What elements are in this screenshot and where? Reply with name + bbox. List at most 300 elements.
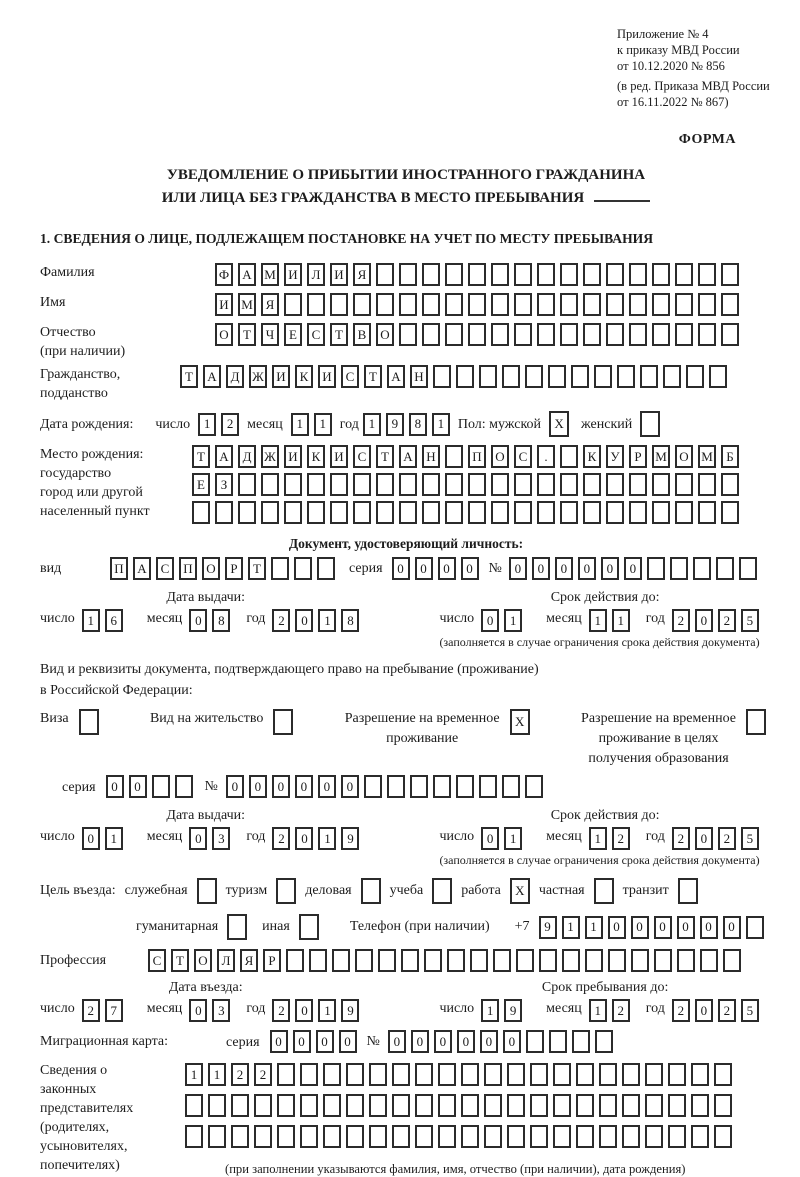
char-cell[interactable]: М	[238, 293, 256, 316]
char-cell[interactable]	[698, 473, 716, 496]
char-cell[interactable]	[185, 1094, 203, 1117]
char-cell[interactable]	[668, 1094, 686, 1117]
char-cell[interactable]: 6	[105, 609, 123, 632]
char-cell[interactable]	[645, 1063, 663, 1086]
char-cell[interactable]	[422, 501, 440, 524]
char-cell[interactable]: 1	[198, 413, 216, 436]
char-cell[interactable]: О	[376, 323, 394, 346]
char-cell[interactable]	[378, 949, 396, 972]
char-cell[interactable]	[502, 775, 520, 798]
char-cell[interactable]	[422, 263, 440, 286]
char-cell[interactable]: 2	[231, 1063, 249, 1086]
char-cell[interactable]: 1	[504, 827, 522, 850]
char-cell[interactable]	[300, 1063, 318, 1086]
char-cell[interactable]	[461, 1125, 479, 1148]
char-cell[interactable]	[330, 501, 348, 524]
char-cell[interactable]	[640, 365, 658, 388]
char-cell[interactable]: 1	[318, 827, 336, 850]
char-cell[interactable]	[208, 1125, 226, 1148]
char-cell[interactable]	[606, 473, 624, 496]
char-cell[interactable]: 0	[481, 609, 499, 632]
char-cell[interactable]	[415, 1094, 433, 1117]
char-cell[interactable]	[631, 949, 649, 972]
char-cell[interactable]: Д	[226, 365, 244, 388]
char-cell[interactable]	[560, 263, 578, 286]
char-cell[interactable]: С	[307, 323, 325, 346]
char-cell[interactable]	[332, 949, 350, 972]
char-cell[interactable]	[721, 473, 739, 496]
char-cell[interactable]	[445, 323, 463, 346]
char-cell[interactable]: 1	[562, 916, 580, 939]
char-cell[interactable]	[514, 293, 532, 316]
char-cell[interactable]: О	[194, 949, 212, 972]
char-cell[interactable]	[470, 949, 488, 972]
char-cell[interactable]: И	[284, 445, 302, 468]
char-cell[interactable]: 3	[212, 827, 230, 850]
char-cell[interactable]: Т	[180, 365, 198, 388]
char-cell[interactable]: П	[468, 445, 486, 468]
char-cell[interactable]: И	[272, 365, 290, 388]
char-cell[interactable]	[376, 263, 394, 286]
char-cell[interactable]: 0	[438, 557, 456, 580]
char-cell[interactable]	[507, 1125, 525, 1148]
char-cell[interactable]	[491, 501, 509, 524]
char-cell[interactable]	[376, 501, 394, 524]
char-cell[interactable]	[484, 1063, 502, 1086]
char-cell[interactable]: А	[215, 445, 233, 468]
char-cell[interactable]	[599, 1063, 617, 1086]
char-cell[interactable]	[721, 293, 739, 316]
char-cell[interactable]	[507, 1063, 525, 1086]
char-cell[interactable]	[746, 709, 766, 735]
char-cell[interactable]: 0	[695, 827, 713, 850]
char-cell[interactable]: 2	[718, 999, 736, 1022]
char-cell[interactable]: 0	[392, 557, 410, 580]
char-cell[interactable]: А	[238, 263, 256, 286]
char-cell[interactable]	[629, 323, 647, 346]
char-cell[interactable]	[553, 1094, 571, 1117]
char-cell[interactable]	[530, 1063, 548, 1086]
char-cell[interactable]	[445, 445, 463, 468]
char-cell[interactable]: Ж	[249, 365, 267, 388]
char-cell[interactable]	[438, 1094, 456, 1117]
char-cell[interactable]	[456, 365, 474, 388]
char-cell[interactable]	[192, 501, 210, 524]
char-cell[interactable]: 0	[189, 827, 207, 850]
char-cell[interactable]	[433, 775, 451, 798]
char-cell[interactable]	[668, 1063, 686, 1086]
char-cell[interactable]	[493, 949, 511, 972]
char-cell[interactable]	[461, 1094, 479, 1117]
char-cell[interactable]	[387, 775, 405, 798]
char-cell[interactable]: О	[491, 445, 509, 468]
char-cell[interactable]: У	[606, 445, 624, 468]
char-cell[interactable]	[675, 501, 693, 524]
char-cell[interactable]: 0	[677, 916, 695, 939]
char-cell[interactable]: 0	[189, 999, 207, 1022]
char-cell[interactable]: 9	[341, 999, 359, 1022]
char-cell[interactable]: Р	[629, 445, 647, 468]
char-cell[interactable]	[254, 1125, 272, 1148]
char-cell[interactable]: 2	[672, 827, 690, 850]
char-cell[interactable]	[276, 878, 296, 904]
char-cell[interactable]: П	[179, 557, 197, 580]
char-cell[interactable]: X	[510, 878, 530, 904]
char-cell[interactable]: 0	[654, 916, 672, 939]
char-cell[interactable]	[652, 323, 670, 346]
char-cell[interactable]	[537, 263, 555, 286]
char-cell[interactable]	[583, 293, 601, 316]
char-cell[interactable]: Р	[225, 557, 243, 580]
char-cell[interactable]: Б	[721, 445, 739, 468]
char-cell[interactable]	[525, 365, 543, 388]
char-cell[interactable]	[238, 473, 256, 496]
char-cell[interactable]: 9	[386, 413, 404, 436]
char-cell[interactable]: 0	[578, 557, 596, 580]
char-cell[interactable]: 0	[189, 609, 207, 632]
char-cell[interactable]	[361, 878, 381, 904]
char-cell[interactable]	[294, 557, 312, 580]
char-cell[interactable]	[422, 323, 440, 346]
char-cell[interactable]	[175, 775, 193, 798]
char-cell[interactable]	[355, 949, 373, 972]
char-cell[interactable]	[560, 323, 578, 346]
char-cell[interactable]: 0	[249, 775, 267, 798]
char-cell[interactable]	[323, 1063, 341, 1086]
char-cell[interactable]	[271, 557, 289, 580]
char-cell[interactable]	[652, 501, 670, 524]
char-cell[interactable]	[401, 949, 419, 972]
char-cell[interactable]: 7	[105, 999, 123, 1022]
char-cell[interactable]: К	[307, 445, 325, 468]
char-cell[interactable]: 1	[432, 413, 450, 436]
char-cell[interactable]: Л	[307, 263, 325, 286]
char-cell[interactable]: 1	[589, 827, 607, 850]
char-cell[interactable]	[307, 293, 325, 316]
char-cell[interactable]	[514, 323, 532, 346]
char-cell[interactable]: 0	[106, 775, 124, 798]
char-cell[interactable]: 0	[415, 557, 433, 580]
char-cell[interactable]: Д	[238, 445, 256, 468]
char-cell[interactable]	[560, 293, 578, 316]
char-cell[interactable]	[369, 1063, 387, 1086]
char-cell[interactable]	[608, 949, 626, 972]
char-cell[interactable]	[300, 1094, 318, 1117]
char-cell[interactable]	[261, 501, 279, 524]
char-cell[interactable]	[399, 323, 417, 346]
char-cell[interactable]	[530, 1094, 548, 1117]
char-cell[interactable]: 0	[272, 775, 290, 798]
char-cell[interactable]	[675, 293, 693, 316]
char-cell[interactable]	[537, 323, 555, 346]
char-cell[interactable]	[353, 293, 371, 316]
char-cell[interactable]: 0	[316, 1030, 334, 1053]
char-cell[interactable]: А	[387, 365, 405, 388]
char-cell[interactable]: 8	[341, 609, 359, 632]
char-cell[interactable]: Ж	[261, 445, 279, 468]
char-cell[interactable]	[346, 1063, 364, 1086]
char-cell[interactable]: 2	[672, 999, 690, 1022]
char-cell[interactable]	[484, 1094, 502, 1117]
char-cell[interactable]	[438, 1125, 456, 1148]
char-cell[interactable]: И	[318, 365, 336, 388]
char-cell[interactable]	[548, 365, 566, 388]
char-cell[interactable]	[277, 1094, 295, 1117]
char-cell[interactable]	[560, 445, 578, 468]
char-cell[interactable]: В	[353, 323, 371, 346]
char-cell[interactable]: 0	[339, 1030, 357, 1053]
char-cell[interactable]	[714, 1125, 732, 1148]
char-cell[interactable]: 1	[481, 999, 499, 1022]
char-cell[interactable]: 1	[589, 609, 607, 632]
char-cell[interactable]: И	[330, 445, 348, 468]
char-cell[interactable]	[716, 557, 734, 580]
char-cell[interactable]	[629, 501, 647, 524]
char-cell[interactable]	[415, 1063, 433, 1086]
char-cell[interactable]	[376, 473, 394, 496]
char-cell[interactable]	[746, 916, 764, 939]
char-cell[interactable]	[507, 1094, 525, 1117]
char-cell[interactable]	[227, 914, 247, 940]
char-cell[interactable]	[721, 323, 739, 346]
char-cell[interactable]	[675, 323, 693, 346]
char-cell[interactable]	[560, 473, 578, 496]
char-cell[interactable]: Н	[422, 445, 440, 468]
char-cell[interactable]: 2	[272, 827, 290, 850]
char-cell[interactable]	[675, 473, 693, 496]
char-cell[interactable]	[691, 1063, 709, 1086]
char-cell[interactable]	[652, 473, 670, 496]
char-cell[interactable]: 0	[341, 775, 359, 798]
char-cell[interactable]: 9	[341, 827, 359, 850]
char-cell[interactable]: Р	[263, 949, 281, 972]
char-cell[interactable]	[583, 501, 601, 524]
char-cell[interactable]	[693, 557, 711, 580]
char-cell[interactable]	[491, 293, 509, 316]
char-cell[interactable]	[433, 365, 451, 388]
char-cell[interactable]: К	[583, 445, 601, 468]
char-cell[interactable]	[585, 949, 603, 972]
char-cell[interactable]	[553, 1125, 571, 1148]
char-cell[interactable]	[622, 1125, 640, 1148]
char-cell[interactable]	[516, 949, 534, 972]
char-cell[interactable]	[231, 1125, 249, 1148]
char-cell[interactable]	[330, 293, 348, 316]
char-cell[interactable]: И	[284, 263, 302, 286]
char-cell[interactable]	[606, 323, 624, 346]
char-cell[interactable]: Ч	[261, 323, 279, 346]
char-cell[interactable]	[479, 365, 497, 388]
char-cell[interactable]	[654, 949, 672, 972]
char-cell[interactable]	[273, 709, 293, 735]
char-cell[interactable]	[284, 473, 302, 496]
char-cell[interactable]	[686, 365, 704, 388]
char-cell[interactable]	[583, 263, 601, 286]
char-cell[interactable]: С	[148, 949, 166, 972]
char-cell[interactable]: 0	[129, 775, 147, 798]
char-cell[interactable]: 1	[291, 413, 309, 436]
char-cell[interactable]: .	[537, 445, 555, 468]
char-cell[interactable]: 0	[480, 1030, 498, 1053]
char-cell[interactable]: Л	[217, 949, 235, 972]
char-cell[interactable]: Е	[284, 323, 302, 346]
char-cell[interactable]: 0	[411, 1030, 429, 1053]
char-cell[interactable]	[670, 557, 688, 580]
char-cell[interactable]	[392, 1094, 410, 1117]
char-cell[interactable]	[422, 293, 440, 316]
char-cell[interactable]	[514, 473, 532, 496]
char-cell[interactable]: 0	[532, 557, 550, 580]
char-cell[interactable]	[468, 501, 486, 524]
char-cell[interactable]	[238, 501, 256, 524]
char-cell[interactable]	[571, 365, 589, 388]
char-cell[interactable]	[595, 1030, 613, 1053]
char-cell[interactable]: К	[295, 365, 313, 388]
char-cell[interactable]: 2	[82, 999, 100, 1022]
char-cell[interactable]	[698, 323, 716, 346]
char-cell[interactable]	[629, 263, 647, 286]
char-cell[interactable]: 0	[608, 916, 626, 939]
char-cell[interactable]: 0	[295, 827, 313, 850]
char-cell[interactable]: М	[261, 263, 279, 286]
char-cell[interactable]	[583, 473, 601, 496]
char-cell[interactable]: 0	[226, 775, 244, 798]
char-cell[interactable]: О	[202, 557, 220, 580]
char-cell[interactable]: 1	[314, 413, 332, 436]
char-cell[interactable]	[346, 1094, 364, 1117]
char-cell[interactable]: 0	[270, 1030, 288, 1053]
char-cell[interactable]	[576, 1063, 594, 1086]
char-cell[interactable]: Т	[364, 365, 382, 388]
char-cell[interactable]: Т	[330, 323, 348, 346]
char-cell[interactable]: Т	[171, 949, 189, 972]
char-cell[interactable]	[583, 323, 601, 346]
char-cell[interactable]	[79, 709, 99, 735]
char-cell[interactable]: 8	[212, 609, 230, 632]
char-cell[interactable]	[277, 1063, 295, 1086]
char-cell[interactable]: 0	[82, 827, 100, 850]
char-cell[interactable]	[594, 878, 614, 904]
char-cell[interactable]: М	[652, 445, 670, 468]
char-cell[interactable]	[629, 473, 647, 496]
char-cell[interactable]: Т	[238, 323, 256, 346]
char-cell[interactable]: О	[215, 323, 233, 346]
char-cell[interactable]	[479, 775, 497, 798]
char-cell[interactable]	[709, 365, 727, 388]
char-cell[interactable]	[392, 1125, 410, 1148]
char-cell[interactable]	[622, 1063, 640, 1086]
char-cell[interactable]	[698, 501, 716, 524]
char-cell[interactable]: Ф	[215, 263, 233, 286]
char-cell[interactable]: 0	[295, 999, 313, 1022]
char-cell[interactable]: 1	[504, 609, 522, 632]
char-cell[interactable]: 1	[363, 413, 381, 436]
char-cell[interactable]	[514, 501, 532, 524]
char-cell[interactable]	[286, 949, 304, 972]
char-cell[interactable]	[445, 501, 463, 524]
char-cell[interactable]	[576, 1125, 594, 1148]
char-cell[interactable]: 0	[457, 1030, 475, 1053]
char-cell[interactable]	[185, 1125, 203, 1148]
char-cell[interactable]: Т	[376, 445, 394, 468]
char-cell[interactable]: 2	[718, 609, 736, 632]
char-cell[interactable]	[560, 501, 578, 524]
char-cell[interactable]	[432, 878, 452, 904]
char-cell[interactable]	[700, 949, 718, 972]
char-cell[interactable]	[562, 949, 580, 972]
char-cell[interactable]: 5	[741, 999, 759, 1022]
char-cell[interactable]: 1	[318, 609, 336, 632]
char-cell[interactable]	[254, 1094, 272, 1117]
char-cell[interactable]	[330, 473, 348, 496]
char-cell[interactable]	[652, 293, 670, 316]
char-cell[interactable]: С	[341, 365, 359, 388]
char-cell[interactable]	[468, 293, 486, 316]
char-cell[interactable]	[323, 1094, 341, 1117]
char-cell[interactable]: 1	[585, 916, 603, 939]
char-cell[interactable]: 1	[185, 1063, 203, 1086]
char-cell[interactable]: 1	[589, 999, 607, 1022]
char-cell[interactable]	[698, 293, 716, 316]
char-cell[interactable]	[491, 323, 509, 346]
char-cell[interactable]	[525, 775, 543, 798]
char-cell[interactable]: 1	[208, 1063, 226, 1086]
char-cell[interactable]: Я	[261, 293, 279, 316]
char-cell[interactable]	[300, 1125, 318, 1148]
char-cell[interactable]	[698, 263, 716, 286]
char-cell[interactable]: 1	[318, 999, 336, 1022]
char-cell[interactable]	[277, 1125, 295, 1148]
char-cell[interactable]: М	[698, 445, 716, 468]
char-cell[interactable]: 0	[601, 557, 619, 580]
char-cell[interactable]: 2	[718, 827, 736, 850]
char-cell[interactable]: З	[215, 473, 233, 496]
char-cell[interactable]	[691, 1094, 709, 1117]
char-cell[interactable]	[502, 365, 520, 388]
char-cell[interactable]: X	[510, 709, 530, 735]
char-cell[interactable]: 0	[509, 557, 527, 580]
char-cell[interactable]: 2	[221, 413, 239, 436]
char-cell[interactable]	[539, 949, 557, 972]
char-cell[interactable]: Т	[192, 445, 210, 468]
char-cell[interactable]	[491, 263, 509, 286]
char-cell[interactable]	[714, 1094, 732, 1117]
char-cell[interactable]: И	[215, 293, 233, 316]
char-cell[interactable]: 8	[409, 413, 427, 436]
char-cell[interactable]: 0	[461, 557, 479, 580]
char-cell[interactable]	[445, 473, 463, 496]
char-cell[interactable]: Я	[240, 949, 258, 972]
char-cell[interactable]: 1	[105, 827, 123, 850]
char-cell[interactable]	[284, 293, 302, 316]
char-cell[interactable]: X	[549, 411, 569, 437]
char-cell[interactable]: 0	[434, 1030, 452, 1053]
char-cell[interactable]: С	[353, 445, 371, 468]
char-cell[interactable]	[468, 263, 486, 286]
char-cell[interactable]	[678, 878, 698, 904]
char-cell[interactable]	[645, 1094, 663, 1117]
char-cell[interactable]	[399, 263, 417, 286]
char-cell[interactable]	[537, 473, 555, 496]
char-cell[interactable]: 2	[272, 999, 290, 1022]
char-cell[interactable]	[484, 1125, 502, 1148]
char-cell[interactable]: 0	[503, 1030, 521, 1053]
char-cell[interactable]	[723, 949, 741, 972]
char-cell[interactable]: П	[110, 557, 128, 580]
char-cell[interactable]: 2	[272, 609, 290, 632]
char-cell[interactable]	[307, 501, 325, 524]
char-cell[interactable]	[376, 293, 394, 316]
